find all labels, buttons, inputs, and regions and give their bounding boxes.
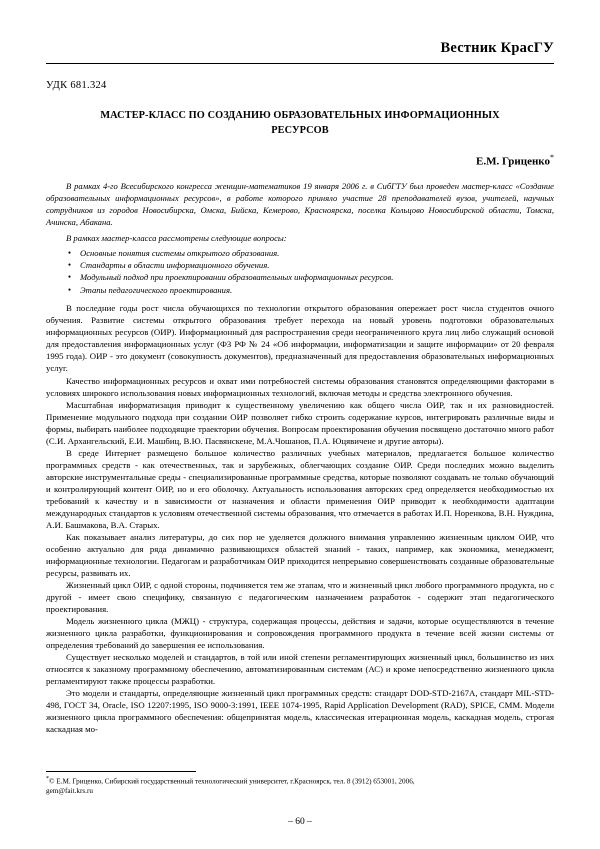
list-item: ● Этапы педагогического проектирования. xyxy=(46,284,554,296)
body-paragraph: В среде Интернет размещено большое количество различных учебных материалов, предлагается большое количество программных средств - как отечественных, так и зарубежных, облегчающих создание ОИР. Среди последних можно выделить авторские инструментальные среды - специализированные программные средства, которые позволяют создавать не только обучающий и контролирующий контент ОИР, но и его оболочку. Актуальность использования авторских сред определяется необходимостью их требований к качеству и в зависимости от назначения и области применения ОИР приводит к необходимости адаптации международных стандартов к условиям отечественной системы образования, что отмечается в работах И.П. Норенкова, В.Н. Нуждина, А.И. Башмакова, В.А. Старых. xyxy=(46,447,554,530)
footnote-text xyxy=(46,775,554,797)
udk-code: УДК 681.324 xyxy=(46,80,107,91)
body-paragraph: Масштабная информатизация приводит к существенному увеличению как общего числа ОИР, так и их разновидностей. Применение модульного подхода при создании ОИР позволяет гибко строить содержание курсов, интегрировать различные виды и формы, выбирать наиболее подходящие траектории обучения. Вопросам проектирования обучения посвящено достаточно много работ (С.И. Архангельский, Е.И. Машбиц, В.Ю. Пасвянскене, М.А.Чошанов, П.А. Юцявичене и другие авторы). xyxy=(46,399,554,446)
list-item: ● Основные понятия системы открытого образования. xyxy=(46,247,554,259)
body-paragraph: Существует несколько моделей и стандартов, в той или иной степени регламентирующих жизненный цикл, большинство из них относятся к заказному программному обеспечению, автоматизированным системам (АС) и кроме непосредственно жизненного цикла регламентируют также процессы разработки. xyxy=(46,652,554,687)
page-number: – 60 – xyxy=(288,817,312,827)
page-title: МАСТЕР-КЛАСС ПО СОЗДАНИЮ ОБРАЗОВАТЕЛЬНЫХ ИНФОРМАЦИОННЫХ РЕСУРСОВ xyxy=(100,110,500,136)
footnote-body: © Е.М. Гриценко, Сибирский государственный технологический университет, г.Красноярск, тел. 8 (3912) 653001, 2006, xyxy=(49,777,415,786)
list-item: ● Модульный подход при проектировании образовательных информационных ресурсов. xyxy=(46,271,554,283)
body-paragraph: Как показывает анализ литературы, до сих пор не уделяется должного внимания управлению жизненным циклом ОИР, что особенно актуально для ряда динамично развивающихся областей знаний - таких, например, как экономика, менеджмент, информационные технологии. Педагогам и разработчикам ОИР приходится непрерывно совершенствовать созданные образовательные ресурсы, развивать их. xyxy=(46,531,554,579)
header-divider xyxy=(46,63,554,64)
footnote-mark: * xyxy=(46,776,49,783)
body-paragraph: Это модели и стандарты, определяющие жизненный цикл программных средств: стандарт DOD-STD-2167A, стандарт MIL-STD-498, ГОСТ 34, Oracle, ISO 12207:1995, ISO 9000-3:1991, IEEE 1074-1995, Rapid Application Development (RAD), SPICE, CMM. Модели жизненного цикла программного обеспечения: общепринятая модель, классическая итерационная модель, каскадная модель, строгая каскадная мо- xyxy=(46,688,554,735)
footnote-email: gem@fait.krs.ru xyxy=(46,787,93,796)
abstract-bullet-list xyxy=(46,247,554,297)
list-item: ● Стандарты в области информационного обучения. xyxy=(46,259,554,271)
journal-title: Вестник КрасГУ xyxy=(440,40,554,56)
body-paragraph: Качество информационных ресурсов и охват ими потребностей системы образования становятся определяющими факторами в условиях широкого использования новых информационных технологий, включая методы и средства электронного обучения. xyxy=(46,375,554,398)
body-paragraph: Жизненный цикл ОИР, с одной стороны, подчиняется тем же этапам, что и жизненный цикл любого программного продукта, но с другой - имеет свою специфику, связанную с педагогическим назначением разработок - содержит этап педагогического проектирования. xyxy=(46,580,554,615)
footnote-divider xyxy=(46,771,196,772)
body-paragraph: Модель жизненного цикла (МЖЦ) - структура, содержащая процессы, действия и задачи, которые осуществляются в течение жизненного цикла разработки, функционирования и сопровождения программного продукта в течение всей жизни системы от определения требований до завершения ее использования. xyxy=(46,616,554,651)
abstract-intro: В рамках мастер-класса рассмотрены следующие вопросы: xyxy=(66,233,287,244)
body-paragraph: В последние годы рост числа обучающихся по технологии открытого образования опережает рост числа студентов очного обучения. Развитие системы открытого образования требует перехода на новый уровень подготовки образовательных информационных ресурсов (ОИР). Информационный для распространения среди неограниченного круга лиц либо служащий основой для предоставления информационных услуг (ФЗ РФ № 24 «Об информации, информатизации и защите информации» от 20 февраля 1995 года). ОИР - это документ (совокупность документов), предназначенный для предоставления образовательных информационных услуг. xyxy=(46,303,554,374)
abstract-paragraph: В рамках 4-го Всесибирского конгресса женщин-математиков 19 января 2006 г. в СибГТУ был проведен мастер-класс «Создание образовательных информационных ресурсов», в работе которого приняло участие 28 преподавателей вузов, учителей, научных сотрудников из городов Новосибирска, Омска, Бийска, Кемерово, Красноярска, поселка Кольцово Новосибирской области, Томска, Ачинска, Абакана. xyxy=(46,180,554,228)
author-line xyxy=(46,153,554,168)
author-name: Е.М. Гриценко xyxy=(476,155,550,168)
footnote-area xyxy=(46,771,554,797)
author-footnote-mark: * xyxy=(550,152,554,162)
